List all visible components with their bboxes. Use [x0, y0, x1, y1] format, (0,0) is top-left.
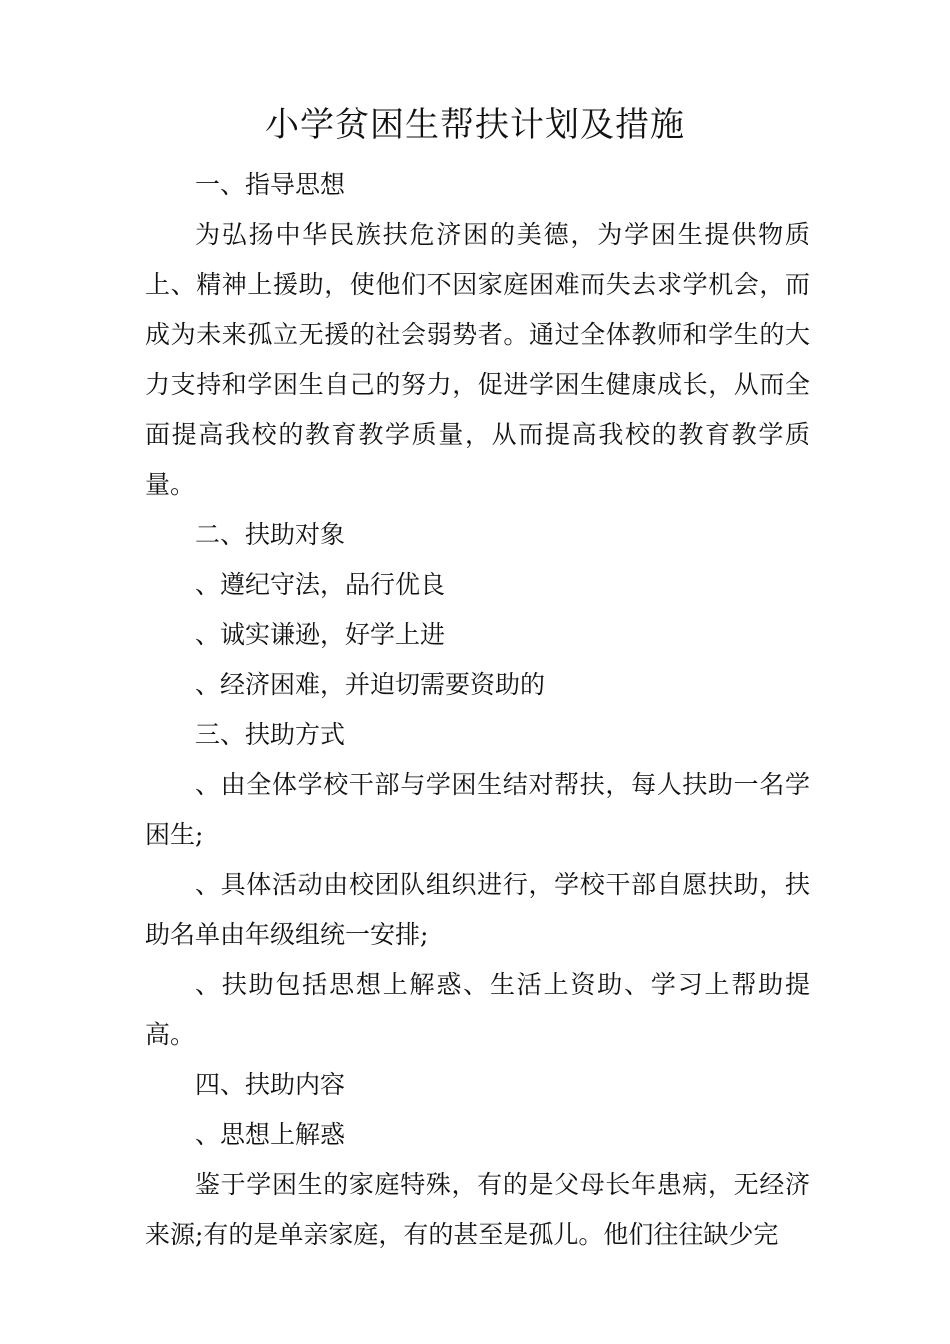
list-item-method-1: 、由全体学校干部与学困生结对帮扶，每人扶助一名学困生; — [145, 770, 810, 849]
list-item-target-1: 、遵纪守法，品行优良 — [195, 570, 446, 599]
list-item-content-1: 、思想上解惑 — [195, 1120, 346, 1149]
heading-assistance-targets: 二、扶助对象 — [195, 520, 346, 549]
document-body — [145, 160, 810, 1260]
list-item-method-2: 、具体活动由校团队组织进行，学校干部自愿扶助，扶助名单由年级组统一安排; — [145, 870, 810, 949]
heading-assistance-methods: 三、扶助方式 — [195, 720, 346, 749]
heading-guiding-ideology: 一、指导思想 — [195, 170, 346, 199]
list-item-target-3: 、经济困难，并迫切需要资助的 — [195, 670, 546, 699]
paragraph-content-1: 鉴于学困生的家庭特殊，有的是父母长年患病，无经济来源;有的是单亲家庭，有的甚至是孤儿。他们往往缺少完 — [145, 1170, 810, 1249]
paragraph-guiding-ideology: 为弘扬中华民族扶危济困的美德，为学困生提供物质上、精神上援助，使他们不因家庭困难而失去求学机会，而成为未来孤立无援的社会弱势者。通过全体教师和学生的大力支持和学困生自己的努力，促进学困生健康成长，从而全面提高我校的教育教学质量，从而提高我校的教育教学质量。 — [145, 220, 810, 499]
heading-assistance-content: 四、扶助内容 — [195, 1070, 346, 1099]
list-item-method-3: 、扶助包括思想上解惑、生活上资助、学习上帮助提高。 — [145, 970, 810, 1049]
document-title: 小学贫困生帮扶计划及措施 — [265, 105, 685, 145]
list-item-target-2: 、诚实谦逊，好学上进 — [195, 620, 446, 649]
